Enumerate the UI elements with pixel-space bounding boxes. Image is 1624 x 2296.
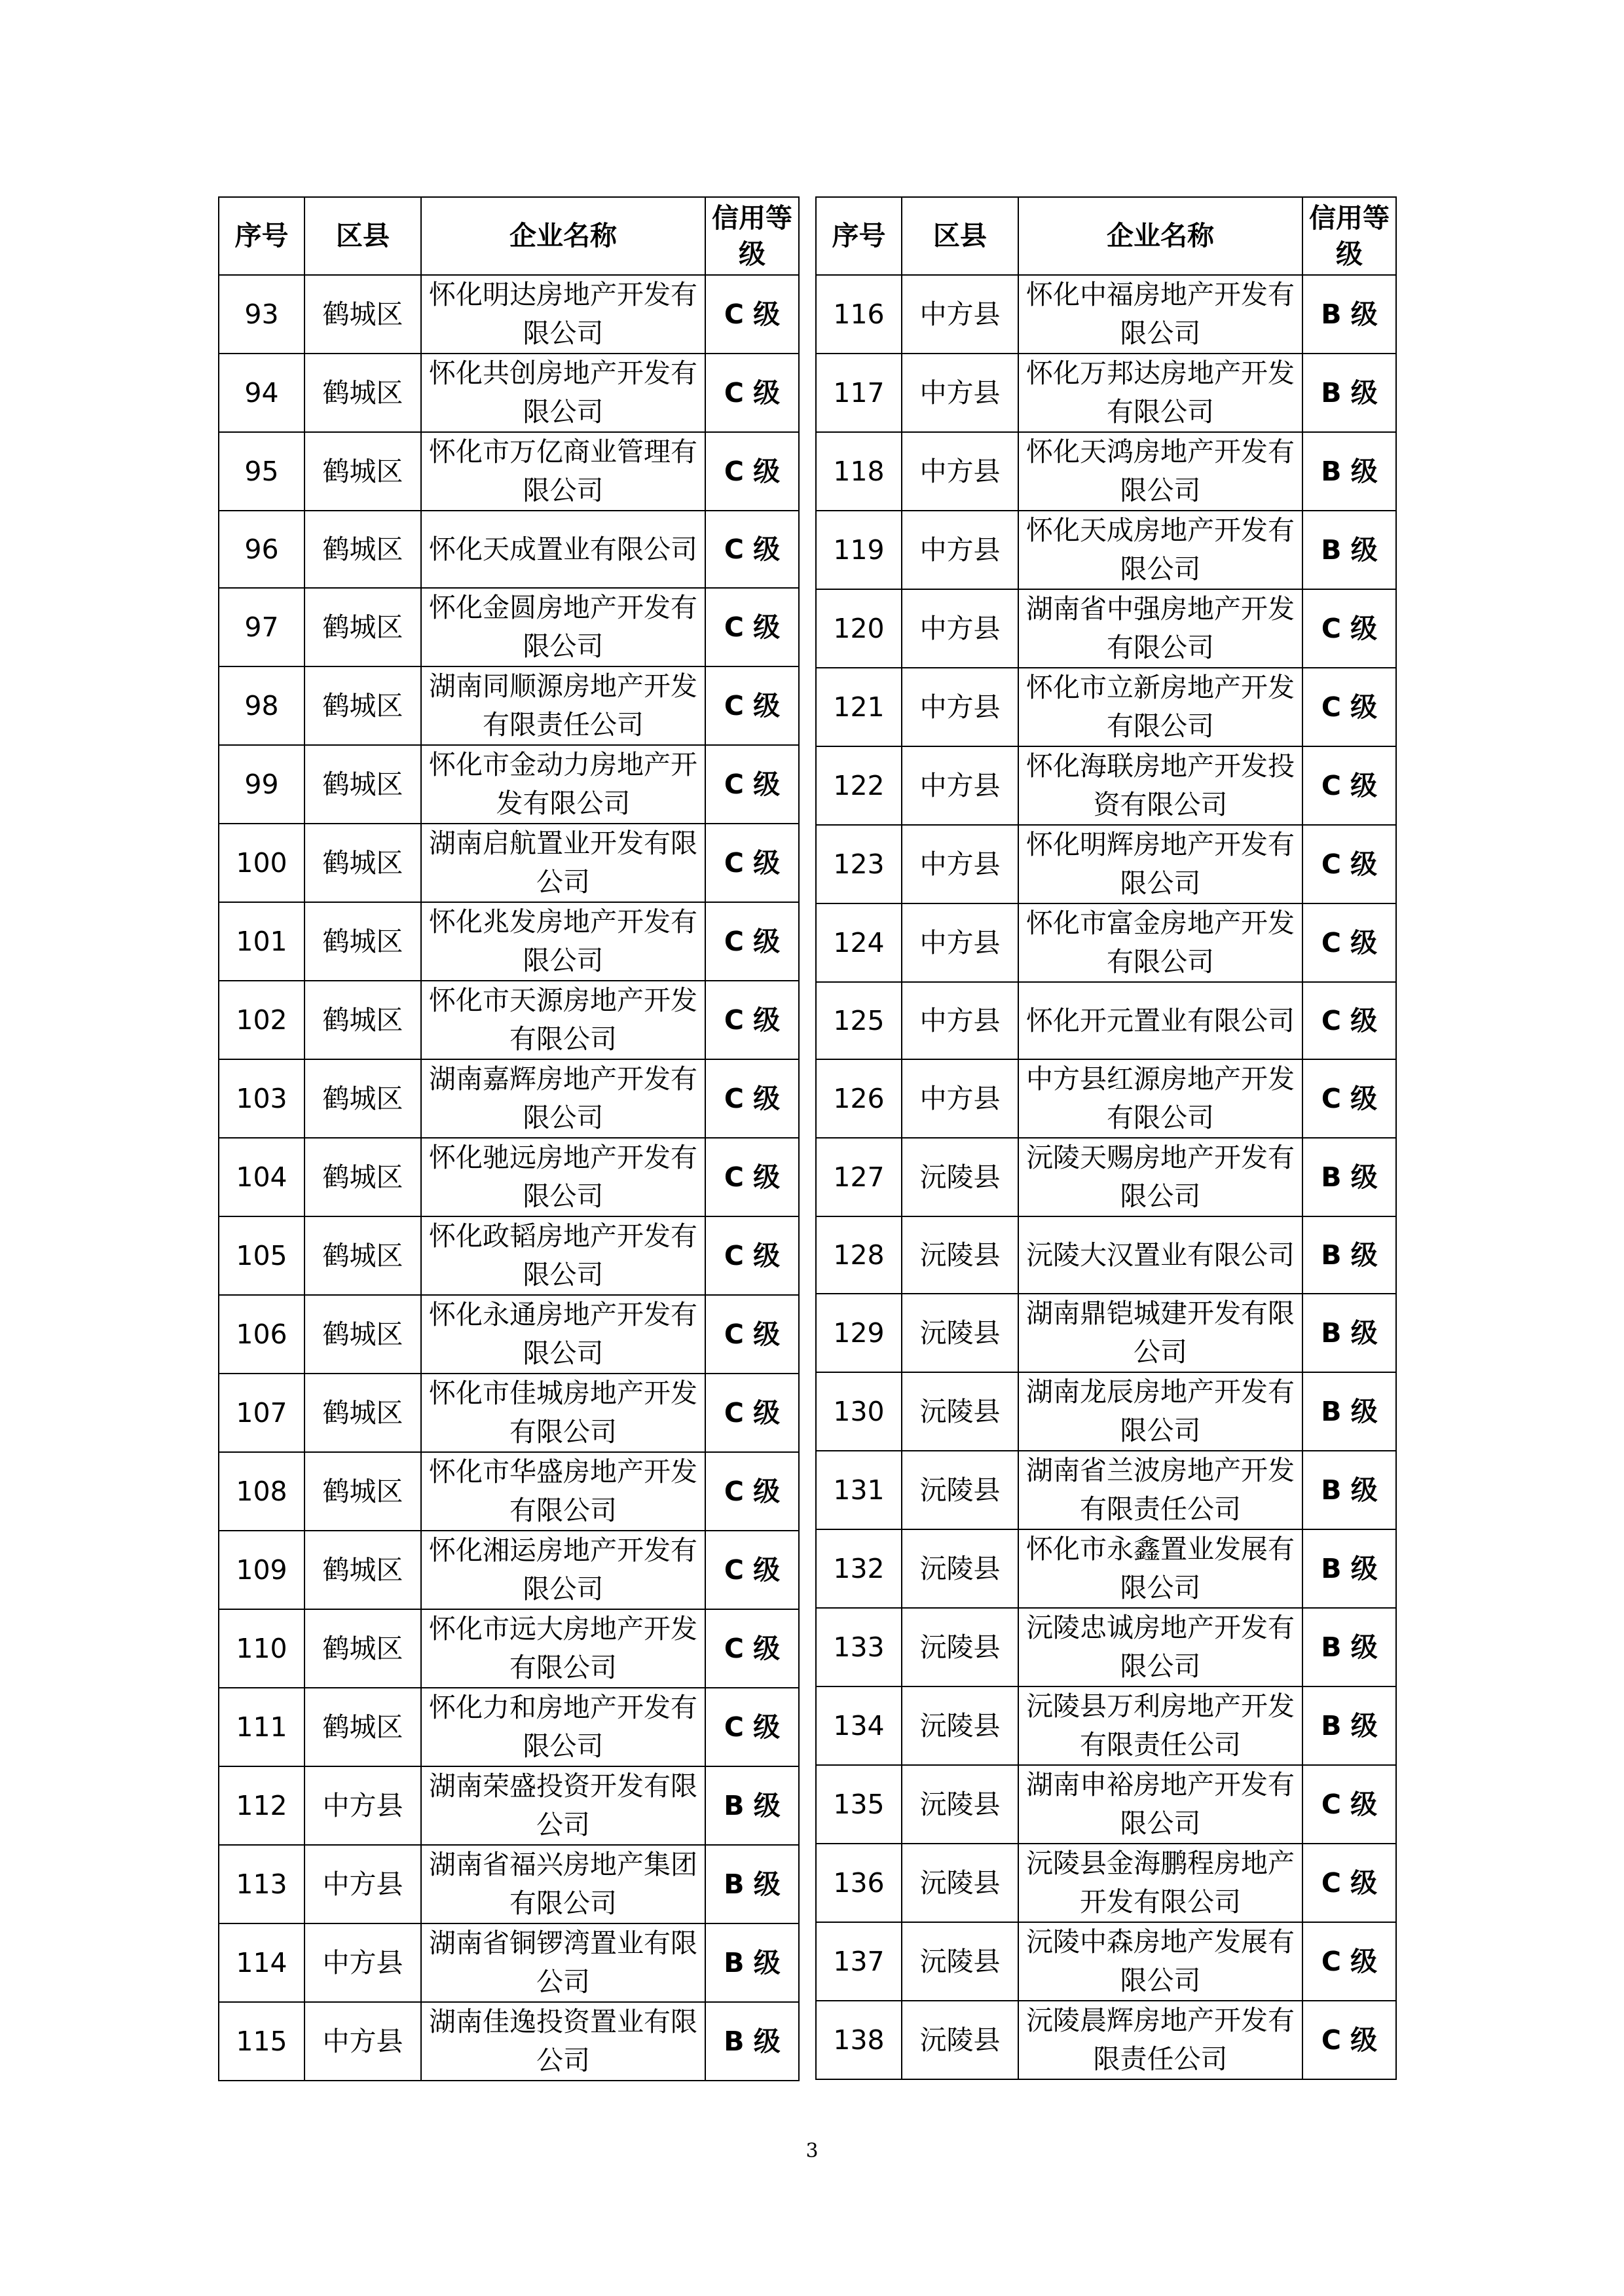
cell-grade: C 级: [705, 1531, 799, 1609]
cell-district: 中方县: [304, 1923, 421, 2002]
cell-name: 湖南龙辰房地产开发有限公司: [1018, 1372, 1302, 1451]
cell-district: 中方县: [902, 668, 1018, 746]
cell-district: 鹤城区: [304, 981, 421, 1059]
cell-no: 130: [816, 1372, 902, 1451]
table-row: [816, 903, 1396, 982]
table-row: [816, 1922, 1396, 2001]
cell-grade: C 级: [705, 1059, 799, 1138]
cell-district: 鹤城区: [304, 902, 421, 981]
cell-grade: B 级: [1302, 1686, 1396, 1765]
table-row: [219, 1295, 799, 1374]
cell-name: 沅陵县金海鹏程房地产开发有限公司: [1018, 1844, 1302, 1922]
cell-no: 98: [219, 666, 304, 745]
table-row: [219, 1531, 799, 1609]
table-row: [816, 589, 1396, 668]
cell-district: 中方县: [902, 903, 1018, 982]
cell-no: 103: [219, 1059, 304, 1138]
table-row: [816, 746, 1396, 825]
cell-district: 鹤城区: [304, 1059, 421, 1138]
cell-name: 怀化永通房地产开发有限公司: [421, 1295, 705, 1374]
cell-grade: B 级: [705, 2002, 799, 2081]
cell-district: 沅陵县: [902, 2001, 1018, 2079]
cell-district: 沅陵县: [902, 1216, 1018, 1294]
cell-district: 沅陵县: [902, 1922, 1018, 2001]
cell-no: 119: [816, 511, 902, 589]
cell-name: 沅陵县万利房地产开发有限责任公司: [1018, 1686, 1302, 1765]
cell-name: 怀化市立新房地产开发有限公司: [1018, 668, 1302, 746]
cell-no: 127: [816, 1138, 902, 1216]
table-row: [816, 1216, 1396, 1294]
cell-grade: B 级: [1302, 1608, 1396, 1686]
cell-grade: B 级: [1302, 432, 1396, 511]
cell-name: 怀化市富金房地产开发有限公司: [1018, 903, 1302, 982]
cell-grade: B 级: [1302, 1294, 1396, 1372]
cell-grade: C 级: [705, 511, 799, 588]
cell-district: 中方县: [902, 746, 1018, 825]
cell-district: 中方县: [902, 511, 1018, 589]
cell-no: 112: [219, 1766, 304, 1845]
cell-no: 107: [219, 1374, 304, 1452]
cell-name: 湖南省福兴房地产集团有限公司: [421, 1845, 705, 1923]
cell-district: 沅陵县: [902, 1608, 1018, 1686]
cell-no: 117: [816, 354, 902, 432]
table-row: [816, 1686, 1396, 1765]
cell-no: 133: [816, 1608, 902, 1686]
header-no: 序号: [816, 197, 902, 275]
cell-name: 湖南省中强房地产开发有限公司: [1018, 589, 1302, 668]
cell-district: 中方县: [304, 1766, 421, 1845]
cell-no: 106: [219, 1295, 304, 1374]
cell-no: 137: [816, 1922, 902, 2001]
cell-district: 沅陵县: [902, 1451, 1018, 1529]
table-row: [219, 588, 799, 666]
cell-name: 怀化天鸿房地产开发有限公司: [1018, 432, 1302, 511]
cell-grade: B 级: [1302, 511, 1396, 589]
table-row: [219, 902, 799, 981]
cell-district: 中方县: [902, 432, 1018, 511]
cell-district: 中方县: [304, 2002, 421, 2081]
cell-no: 136: [816, 1844, 902, 1922]
cell-grade: C 级: [1302, 746, 1396, 825]
header-district: 区县: [902, 197, 1018, 275]
cell-name: 怀化海联房地产开发投资有限公司: [1018, 746, 1302, 825]
cell-name: 怀化政韬房地产开发有限公司: [421, 1216, 705, 1295]
cell-name: 湖南省铜锣湾置业有限公司: [421, 1923, 705, 2002]
cell-no: 99: [219, 745, 304, 824]
cell-no: 94: [219, 354, 304, 432]
cell-grade: C 级: [705, 666, 799, 745]
table-row: [219, 1452, 799, 1531]
table-row: [219, 1766, 799, 1845]
table-row: [219, 432, 799, 511]
cell-no: 97: [219, 588, 304, 666]
cell-name: 湖南嘉辉房地产开发有限公司: [421, 1059, 705, 1138]
cell-grade: C 级: [1302, 2001, 1396, 2079]
table-header-row: [816, 197, 1396, 275]
cell-grade: C 级: [1302, 982, 1396, 1059]
cell-grade: C 级: [705, 1609, 799, 1688]
table-row: [816, 1529, 1396, 1608]
cell-grade: C 级: [705, 432, 799, 511]
cell-grade: C 级: [705, 824, 799, 902]
cell-name: 怀化市永鑫置业发展有限公司: [1018, 1529, 1302, 1608]
cell-name: 湖南鼎铠城建开发有限公司: [1018, 1294, 1302, 1372]
cell-district: 中方县: [304, 1845, 421, 1923]
cell-district: 鹤城区: [304, 745, 421, 824]
cell-grade: C 级: [705, 354, 799, 432]
cell-no: 118: [816, 432, 902, 511]
table-row: [219, 275, 799, 354]
cell-name: 怀化湘运房地产开发有限公司: [421, 1531, 705, 1609]
cell-district: 中方县: [902, 982, 1018, 1059]
cell-name: 怀化市万亿商业管理有限公司: [421, 432, 705, 511]
cell-district: 沅陵县: [902, 1529, 1018, 1608]
cell-no: 125: [816, 982, 902, 1059]
cell-district: 鹤城区: [304, 354, 421, 432]
cell-name: 中方县红源房地产开发有限公司: [1018, 1059, 1302, 1138]
cell-no: 115: [219, 2002, 304, 2081]
cell-district: 鹤城区: [304, 1452, 421, 1531]
cell-grade: C 级: [705, 588, 799, 666]
cell-district: 中方县: [902, 825, 1018, 903]
table-row: [219, 666, 799, 745]
cell-grade: B 级: [1302, 1138, 1396, 1216]
cell-district: 中方县: [902, 1059, 1018, 1138]
cell-district: 鹤城区: [304, 824, 421, 902]
cell-no: 93: [219, 275, 304, 354]
cell-district: 鹤城区: [304, 1295, 421, 1374]
cell-grade: B 级: [1302, 354, 1396, 432]
cell-name: 怀化开元置业有限公司: [1018, 982, 1302, 1059]
cell-name: 湖南启航置业开发有限公司: [421, 824, 705, 902]
cell-district: 鹤城区: [304, 1216, 421, 1295]
cell-name: 怀化市天源房地产开发有限公司: [421, 981, 705, 1059]
cell-district: 鹤城区: [304, 588, 421, 666]
cell-grade: B 级: [705, 1845, 799, 1923]
table-row: [219, 511, 799, 588]
table-row: [816, 2001, 1396, 2079]
table-row: [816, 668, 1396, 746]
table-row: [816, 354, 1396, 432]
table-row: [816, 1608, 1396, 1686]
cell-district: 沅陵县: [902, 1138, 1018, 1216]
cell-no: 100: [219, 824, 304, 902]
cell-no: 102: [219, 981, 304, 1059]
cell-grade: C 级: [1302, 1765, 1396, 1844]
cell-no: 135: [816, 1765, 902, 1844]
cell-district: 中方县: [902, 589, 1018, 668]
cell-no: 123: [816, 825, 902, 903]
cell-name: 怀化市金动力房地产开发有限公司: [421, 745, 705, 824]
cell-no: 124: [816, 903, 902, 982]
cell-grade: C 级: [705, 981, 799, 1059]
cell-no: 120: [816, 589, 902, 668]
cell-no: 105: [219, 1216, 304, 1295]
table-row: [816, 1059, 1396, 1138]
cell-no: 132: [816, 1529, 902, 1608]
cell-grade: C 级: [705, 275, 799, 354]
table-row: [816, 511, 1396, 589]
cell-grade: C 级: [705, 1452, 799, 1531]
cell-no: 111: [219, 1688, 304, 1766]
cell-grade: B 级: [1302, 1372, 1396, 1451]
cell-no: 138: [816, 2001, 902, 2079]
cell-district: 沅陵县: [902, 1372, 1018, 1451]
cell-name: 沅陵大汉置业有限公司: [1018, 1216, 1302, 1294]
cell-name: 怀化万邦达房地产开发有限公司: [1018, 354, 1302, 432]
cell-name: 沅陵天赐房地产开发有限公司: [1018, 1138, 1302, 1216]
cell-grade: C 级: [1302, 589, 1396, 668]
header-district: 区县: [304, 197, 421, 275]
cell-district: 鹤城区: [304, 666, 421, 745]
cell-name: 湖南荣盛投资开发有限公司: [421, 1766, 705, 1845]
cell-district: 中方县: [902, 354, 1018, 432]
cell-district: 鹤城区: [304, 1609, 421, 1688]
cell-district: 鹤城区: [304, 1531, 421, 1609]
cell-district: 沅陵县: [902, 1765, 1018, 1844]
cell-no: 122: [816, 746, 902, 825]
cell-district: 鹤城区: [304, 1374, 421, 1452]
table-row: [219, 1374, 799, 1452]
cell-grade: B 级: [1302, 1529, 1396, 1608]
table-row: [219, 824, 799, 902]
header-name: 企业名称: [421, 197, 705, 275]
table-row: [816, 432, 1396, 511]
table-row: [219, 1609, 799, 1688]
table-row: [219, 2002, 799, 2081]
cell-no: 129: [816, 1294, 902, 1372]
cell-name: 湖南省兰波房地产开发有限责任公司: [1018, 1451, 1302, 1529]
cell-no: 109: [219, 1531, 304, 1609]
table-row: [816, 1138, 1396, 1216]
table-row: [816, 1294, 1396, 1372]
cell-name: 湖南同顺源房地产开发有限责任公司: [421, 666, 705, 745]
header-grade: 信用等级: [1302, 197, 1396, 275]
page-number: 3: [805, 2140, 819, 2162]
cell-grade: B 级: [1302, 275, 1396, 354]
cell-grade: B 级: [1302, 1216, 1396, 1294]
table-row: [219, 981, 799, 1059]
cell-grade: B 级: [1302, 1451, 1396, 1529]
cell-name: 怀化市华盛房地产开发有限公司: [421, 1452, 705, 1531]
credit-table-left: [218, 196, 800, 2081]
cell-grade: C 级: [705, 1295, 799, 1374]
cell-no: 113: [219, 1845, 304, 1923]
cell-name: 怀化共创房地产开发有限公司: [421, 354, 705, 432]
cell-name: 怀化天成置业有限公司: [421, 511, 705, 588]
cell-name: 湖南佳逸投资置业有限公司: [421, 2002, 705, 2081]
cell-no: 96: [219, 511, 304, 588]
cell-no: 116: [816, 275, 902, 354]
table-row: [219, 1059, 799, 1138]
cell-no: 131: [816, 1451, 902, 1529]
cell-grade: C 级: [705, 902, 799, 981]
cell-name: 怀化市佳城房地产开发有限公司: [421, 1374, 705, 1452]
cell-no: 121: [816, 668, 902, 746]
table-row: [816, 1844, 1396, 1922]
table-row: [219, 354, 799, 432]
cell-name: 怀化力和房地产开发有限公司: [421, 1688, 705, 1766]
cell-no: 104: [219, 1138, 304, 1216]
cell-grade: B 级: [705, 1923, 799, 2002]
cell-name: 怀化中福房地产开发有限公司: [1018, 275, 1302, 354]
table-row: [816, 1372, 1396, 1451]
cell-grade: C 级: [1302, 1059, 1396, 1138]
cell-district: 鹤城区: [304, 1138, 421, 1216]
table-row: [816, 825, 1396, 903]
cell-no: 126: [816, 1059, 902, 1138]
cell-name: 怀化明辉房地产开发有限公司: [1018, 825, 1302, 903]
cell-district: 沅陵县: [902, 1294, 1018, 1372]
cell-no: 114: [219, 1923, 304, 2002]
header-name: 企业名称: [1018, 197, 1302, 275]
header-no: 序号: [219, 197, 304, 275]
credit-table-right: [815, 196, 1397, 2080]
cell-name: 湖南申裕房地产开发有限公司: [1018, 1765, 1302, 1844]
table-row: [816, 982, 1396, 1059]
cell-name: 沅陵中森房地产发展有限公司: [1018, 1922, 1302, 2001]
cell-name: 沅陵晨辉房地产开发有限责任公司: [1018, 2001, 1302, 2079]
cell-no: 134: [816, 1686, 902, 1765]
cell-grade: C 级: [705, 1138, 799, 1216]
cell-district: 沅陵县: [902, 1686, 1018, 1765]
cell-name: 怀化兆发房地产开发有限公司: [421, 902, 705, 981]
cell-no: 108: [219, 1452, 304, 1531]
cell-grade: C 级: [705, 1688, 799, 1766]
cell-name: 怀化金圆房地产开发有限公司: [421, 588, 705, 666]
table-row: [219, 1138, 799, 1216]
table-row: [816, 275, 1396, 354]
cell-grade: C 级: [1302, 1922, 1396, 2001]
cell-name: 怀化明达房地产开发有限公司: [421, 275, 705, 354]
cell-no: 128: [816, 1216, 902, 1294]
cell-grade: C 级: [705, 1374, 799, 1452]
cell-district: 鹤城区: [304, 1688, 421, 1766]
cell-grade: C 级: [1302, 903, 1396, 982]
table-row: [219, 1688, 799, 1766]
cell-grade: B 级: [705, 1766, 799, 1845]
cell-name: 怀化市远大房地产开发有限公司: [421, 1609, 705, 1688]
header-grade: 信用等级: [705, 197, 799, 275]
cell-no: 110: [219, 1609, 304, 1688]
cell-name: 怀化天成房地产开发有限公司: [1018, 511, 1302, 589]
cell-grade: C 级: [705, 1216, 799, 1295]
cell-name: 沅陵忠诚房地产开发有限公司: [1018, 1608, 1302, 1686]
cell-district: 中方县: [902, 275, 1018, 354]
cell-district: 鹤城区: [304, 275, 421, 354]
cell-grade: C 级: [1302, 825, 1396, 903]
cell-district: 鹤城区: [304, 432, 421, 511]
table-row: [816, 1451, 1396, 1529]
cell-district: 沅陵县: [902, 1844, 1018, 1922]
cell-district: 鹤城区: [304, 511, 421, 588]
cell-no: 95: [219, 432, 304, 511]
table-row: [219, 1216, 799, 1295]
cell-no: 101: [219, 902, 304, 981]
table-header-row: [219, 197, 799, 275]
cell-name: 怀化驰远房地产开发有限公司: [421, 1138, 705, 1216]
table-row: [219, 1923, 799, 2002]
cell-grade: C 级: [1302, 1844, 1396, 1922]
cell-grade: C 级: [1302, 668, 1396, 746]
table-row: [816, 1765, 1396, 1844]
table-row: [219, 745, 799, 824]
cell-grade: C 级: [705, 745, 799, 824]
table-row: [219, 1845, 799, 1923]
